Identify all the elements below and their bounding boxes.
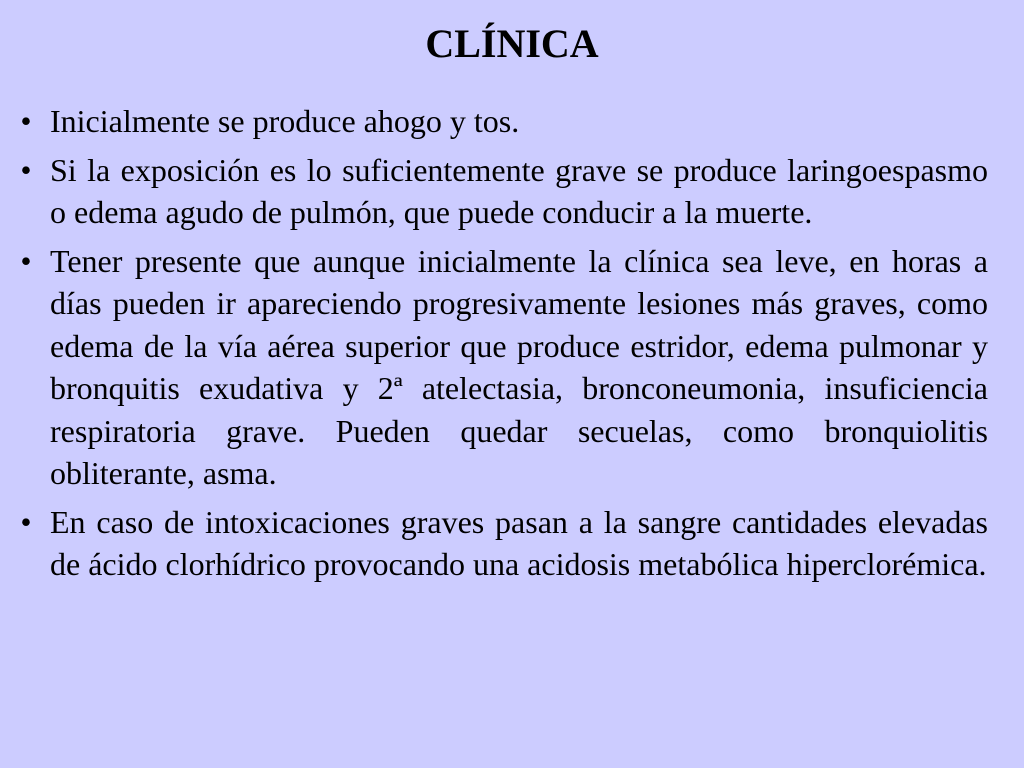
bullet-dot-icon: • <box>20 503 32 540</box>
bullet-item <box>14 501 988 586</box>
bullet-item <box>14 240 988 495</box>
slide-title: CLÍNICA <box>425 21 599 66</box>
bullet-list <box>14 100 988 592</box>
bullet-text: Inicialmente se produce ahogo y tos. <box>50 103 520 139</box>
bullet-dot-icon: • <box>20 151 32 188</box>
bullet-text: Si la exposición es lo suficientemente grave se produce laringoespasmo o edema agudo de pulmón, que puede conducir a la muerte. <box>50 151 988 230</box>
bullet-item <box>14 100 988 143</box>
bullet-text: En caso de intoxicaciones graves pasan a la sangre cantidades elevadas de ácido clorhídrico provocando una acidosis metabólica hiperclorémica. <box>50 503 988 582</box>
bullet-item <box>14 149 988 234</box>
bullet-dot-icon: • <box>20 242 32 279</box>
bullet-text: Tener presente que aunque inicialmente la clínica sea leve, en horas a días pueden ir apareciendo progresivamente lesiones más graves, como edema de la vía aérea superior que produce estridor, edema pulmonar y bronquitis exudativa y 2ª atelectasia, bronconeumonia, insuficiencia respiratoria grave. Pueden quedar secuelas, como bronquiolitis obliterante, asma. <box>50 242 988 491</box>
bullet-dot-icon: • <box>20 103 32 139</box>
